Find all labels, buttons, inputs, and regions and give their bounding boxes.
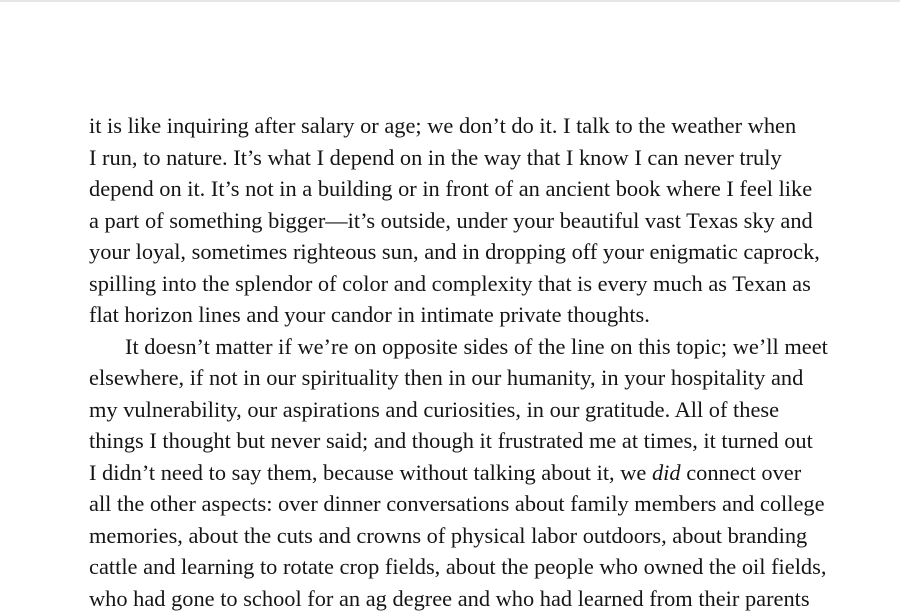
text-line: elsewhere, if not in our spirituality then in our humanity, in your hospitality and xyxy=(89,362,919,394)
text-line: all the other aspects: over dinner conversations about family members and college xyxy=(89,488,919,520)
text-line: cattle and learning to rotate crop fields, about the people who owned the oil fields, xyxy=(89,551,919,583)
text-line: I run, to nature. It’s what I depend on in the way that I know I can never truly xyxy=(89,142,919,174)
text-line: it is like inquiring after salary or age; we don’t do it. I talk to the weather when xyxy=(89,110,919,142)
text-line: flat horizon lines and your candor in intimate private thoughts. xyxy=(89,299,919,331)
text-line: your loyal, sometimes righteous sun, and in dropping off your enigmatic caprock, xyxy=(89,236,919,268)
text-line-with-emphasis xyxy=(89,457,919,489)
top-edge-divider xyxy=(0,0,900,2)
paragraph-start-line: It doesn’t matter if we’re on opposite sides of the line on this topic; we’ll meet xyxy=(89,331,919,363)
text-line: a part of something bigger—it’s outside, under your beautiful vast Texas sky and xyxy=(89,205,919,237)
text-segment: connect over xyxy=(681,460,802,485)
text-line: depend on it. It’s not in a building or in front of an ancient book where I feel like xyxy=(89,173,919,205)
text-line-cut-off: who had gone to school for an ag degree and who had learned from their parents xyxy=(89,583,919,614)
text-line: spilling into the splendor of color and complexity that is every much as Texan as xyxy=(89,268,919,300)
text-segment: I didn’t need to say them, because without talking about it, we xyxy=(89,460,652,485)
text-line: memories, about the cuts and crowns of physical labor outdoors, about branding xyxy=(89,520,919,552)
text-line: things I thought but never said; and though it frustrated me at times, it turned out xyxy=(89,425,919,457)
text-line: my vulnerability, our aspirations and curiosities, in our gratitude. All of these xyxy=(89,394,919,426)
emphasized-word: did xyxy=(652,460,681,485)
body-text xyxy=(89,110,919,614)
